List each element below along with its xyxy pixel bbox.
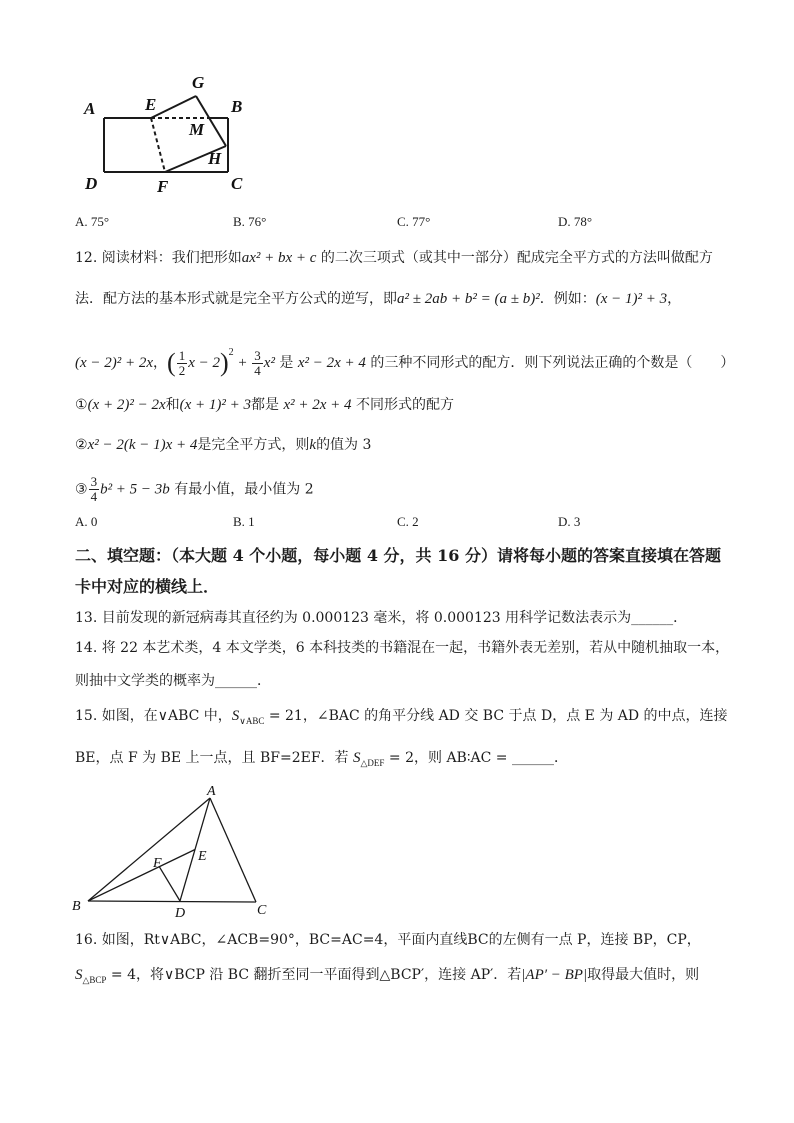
fraction-denominator: 4: [254, 362, 261, 378]
item-mark: ②: [75, 437, 88, 453]
text: BE，点 F 为 BE 上一点，且 BF=2EF．若: [75, 750, 354, 766]
text: ，: [667, 291, 682, 307]
item-mark: ①: [75, 397, 88, 413]
text: 13. 目前发现的新冠病毒其直径约为 0.000123 毫米，将 0.000123 用科学记数法表示为: [75, 610, 632, 626]
answer-blank: ______: [511, 750, 554, 766]
label-C: C: [231, 174, 243, 193]
text: 不同形式的配方: [351, 397, 454, 413]
math-expression: (x + 1)² + 3: [179, 397, 251, 413]
area-symbol: S: [75, 967, 83, 983]
answer-blank: ______: [215, 673, 257, 689]
right-paren: ): [220, 348, 229, 377]
label-M: M: [189, 120, 205, 139]
q11-option-d: D. 78°: [558, 214, 593, 229]
text: 则抽中文学类的概率为: [75, 673, 215, 689]
segment-AB: [88, 798, 210, 901]
q12-option-b: B. 1: [233, 514, 255, 529]
segment-BC: [88, 901, 256, 902]
label-D: D: [85, 174, 98, 193]
text: = 21，∠BAC 的角平分线 AD 交 BC 于点 D，点 E 为 AD 的中点，连接: [264, 708, 728, 724]
text: 和: [165, 397, 180, 413]
text: 15. 如图，在∨ABC 中，: [75, 708, 232, 724]
text: 是: [274, 355, 298, 371]
text: ．例如：: [539, 291, 596, 307]
area-symbol: S: [231, 708, 240, 724]
text: ，: [153, 355, 168, 371]
math-expression: x² − 2x + 4: [297, 355, 366, 371]
text: ．: [257, 673, 271, 689]
plus-sign: +: [233, 355, 252, 371]
text: 是完全平方式，则: [197, 437, 310, 453]
label-D: D: [175, 906, 186, 921]
q16-line-1: 16. 如图，Rt∨ABC，∠ACB=90°，BC=AC=4，平面内直线BC的左侧有一点 P，连接 BP，CP，: [75, 932, 701, 948]
text: 有最小值，最小值为 2: [169, 481, 314, 498]
text: 的三种不同形式的配方．则下列说法正确的个数是（ ）: [365, 355, 735, 371]
math-expression: ax² + bx + c: [241, 250, 317, 266]
triangle-figure: [0, 0, 300, 930]
label-H: H: [208, 149, 222, 168]
label-F: F: [157, 177, 169, 196]
section-heading-line-1: 二、填空题：（本大题 4 个小题，每小题 4 分，共 16 分）请将每小题的答案直接填在答题: [75, 546, 721, 565]
q11-option-a: A. 75°: [75, 214, 110, 229]
q16-line-2: [75, 965, 699, 990]
left-paren: (: [167, 348, 176, 377]
q14-line-1: 14. 将 22 本艺术类，4 本文学类，6 本科技类的书籍混在一起，书籍外表无差别，若从中随机抽取一本，: [75, 640, 730, 656]
fraction-denominator: 2: [178, 362, 186, 378]
math-expression: x² − 2(k − 1)x + 4: [87, 437, 198, 453]
math-expression: (x − 2)² + 2x: [75, 355, 154, 371]
label-B: B: [231, 97, 243, 116]
fraction-numerator: 3: [90, 474, 98, 489]
label-A: A: [84, 99, 96, 118]
text: = 2，则 AB∶AC =: [384, 750, 512, 766]
label-F: F: [153, 856, 162, 871]
q11-option-b: B. 76°: [233, 214, 267, 229]
exponent: 2: [228, 347, 234, 358]
text: 法．配方法的基本形式就是完全平方公式的逆写，即: [75, 291, 397, 307]
text: = 4，将∨BCP 沿 BC 翻折至同一平面得到△BCP′，连接 AP′．若: [106, 967, 522, 983]
text: 12. 阅读材料：我们把形如: [75, 250, 242, 266]
fraction-denominator: 4: [90, 489, 98, 504]
math-expression: x² + 2x + 4: [283, 397, 352, 413]
text: ．: [673, 610, 688, 626]
text: 的值为 3: [316, 437, 372, 453]
label-E: E: [198, 849, 207, 864]
fraction-numerator: 3: [254, 347, 261, 363]
label-E: E: [145, 95, 157, 114]
fraction-numerator: 1: [178, 347, 186, 363]
item-mark: ③: [75, 481, 88, 498]
segment-BE: [88, 850, 195, 902]
text: ．: [553, 750, 568, 766]
q11-option-c: C. 77°: [397, 214, 431, 229]
math-variable: k: [309, 437, 317, 453]
math-expression: x²: [263, 355, 275, 371]
area-symbol: S: [353, 750, 361, 766]
text: 的二次三项式（或其中一部分）配成完全平方式的方法叫做配方: [316, 250, 713, 266]
q12-option-c: C. 2: [397, 514, 419, 529]
math-expression: (x + 2)² − 2x: [87, 397, 166, 413]
math-expression: |AP′ − BP|: [521, 967, 588, 983]
segment-AC: [210, 798, 256, 902]
label-B: B: [72, 899, 81, 914]
math-expression: x − 2: [188, 355, 220, 371]
math-expression: b² + 5 − 3b: [100, 481, 170, 498]
label-C: C: [257, 903, 267, 918]
area-subscript: △DEF: [360, 758, 385, 768]
answer-blank: ______: [631, 610, 674, 626]
math-expression: a² ± 2ab + b² = (a ± b)²: [397, 291, 540, 307]
q12-option-d: D. 3: [558, 514, 581, 529]
segment-FD: [159, 867, 180, 901]
text: 取得最大值时，则: [587, 967, 700, 983]
math-expression: (x − 1)² + 3: [595, 291, 668, 307]
text: 都是: [251, 397, 284, 413]
area-subscript: △BCP: [82, 975, 107, 985]
label-A: A: [207, 784, 216, 799]
label-G: G: [192, 73, 205, 92]
area-subscript: ∨ABC: [239, 716, 265, 726]
q12-option-a: A. 0: [75, 514, 98, 529]
section-heading-line-2: 卡中对应的横线上．: [75, 577, 220, 596]
